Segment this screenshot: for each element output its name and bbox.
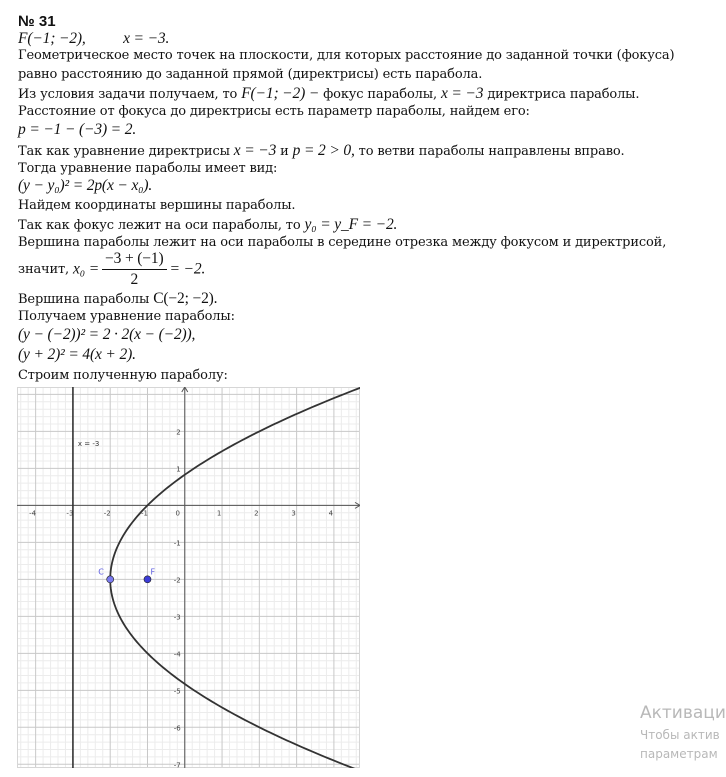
final-equation bbox=[18, 346, 136, 364]
x-tick-label: 4 bbox=[328, 509, 334, 518]
y0-formula: y₀ = y_F = −2. bbox=[304, 216, 398, 233]
text-line-3-a: Из условия задачи получаем, то bbox=[18, 87, 242, 102]
point-f bbox=[144, 576, 151, 583]
activation-watermark-line-3: параметрам bbox=[640, 747, 718, 761]
text-line-6-b: и bbox=[276, 144, 293, 159]
tick-labels bbox=[29, 428, 334, 768]
fraction-numerator: −3 + (−1) bbox=[102, 250, 166, 270]
y-tick-label: -6 bbox=[173, 724, 181, 733]
parameter-formula-text: p = −1 − (−3) = 2. bbox=[18, 121, 137, 138]
x0-formula-left: x₀ = bbox=[73, 260, 100, 278]
x-tick-label: 2 bbox=[254, 509, 259, 518]
parabola-graph bbox=[17, 387, 360, 768]
points bbox=[98, 567, 155, 583]
curves bbox=[73, 387, 360, 768]
text-line-9: Найдем координаты вершины параболы. bbox=[18, 198, 296, 213]
y-tick-label: -1 bbox=[173, 539, 181, 548]
y-tick-label: -3 bbox=[173, 613, 181, 622]
text-line-6-c: то ветви параболы направлены вправо. bbox=[354, 144, 625, 159]
x-tick-label: 1 bbox=[216, 509, 222, 518]
y-tick-label: 1 bbox=[176, 465, 181, 474]
text-line-3-c: директриса параболы. bbox=[483, 87, 640, 102]
grid-minor bbox=[17, 387, 360, 768]
p-positive-formula: p = 2 > 0, bbox=[292, 142, 355, 159]
text-line-10-a: Так как фокус лежит на оси параболы, то bbox=[18, 218, 305, 233]
x0-fraction bbox=[102, 250, 166, 289]
text-line-4: Расстояние от фокуса до директрисы есть параметр параболы, найдем его: bbox=[18, 104, 530, 119]
text-line-14: Получаем уравнение параболы: bbox=[18, 309, 235, 324]
grid-major bbox=[17, 387, 360, 768]
general-equation bbox=[18, 177, 152, 195]
point-label-c: C bbox=[98, 567, 104, 577]
y-tick-label: -2 bbox=[173, 576, 181, 585]
vertex-formula: C(−2; −2). bbox=[153, 290, 218, 307]
parameter-formula bbox=[18, 121, 136, 139]
axes bbox=[17, 387, 360, 768]
text-line-12 bbox=[18, 250, 205, 289]
text-line-13-a: Вершина параболы bbox=[18, 292, 154, 307]
fraction-denominator: 2 bbox=[130, 271, 139, 288]
text-line-6 bbox=[18, 142, 625, 160]
text-line-17: Строим полученную параболу: bbox=[18, 368, 228, 383]
text-line-11: Вершина параболы лежит на оси параболы в середине отрезка между фокусом и директрисой, bbox=[18, 235, 667, 250]
final-equation-text: (y + 2)² = 4(x + 2). bbox=[18, 346, 136, 363]
point-c bbox=[107, 576, 114, 583]
substituted-equation-text: (y − (−2))² = 2 · 2(x − (−2)), bbox=[18, 326, 196, 343]
focus-formula: F(−1; −2) − bbox=[241, 85, 320, 102]
general-equation-text: (y − y₀)² = 2p(x − x₀). bbox=[18, 177, 153, 194]
directrix-formula-2: x = −3 bbox=[233, 142, 277, 159]
graph-border bbox=[18, 388, 360, 768]
text-line-7: Тогда уравнение параболы имеет вид: bbox=[18, 161, 278, 176]
directrix-formula: x = −3 bbox=[440, 85, 484, 102]
x-tick-label: 0 bbox=[175, 509, 181, 518]
substituted-equation bbox=[18, 326, 195, 344]
activation-watermark-title: Активаци bbox=[640, 703, 726, 723]
problem-number: № 31 bbox=[18, 13, 56, 30]
text-line-3-b: фокус параболы, bbox=[319, 87, 441, 102]
y-tick-label: -4 bbox=[173, 650, 181, 659]
given-line bbox=[18, 30, 169, 48]
text-line-6-a: Так как уравнение директрисы bbox=[18, 144, 234, 159]
text-line-2: равно расстоянию до заданной прямой (директрисы) есть парабола. bbox=[18, 67, 483, 82]
text-line-3 bbox=[18, 85, 639, 103]
activation-watermark-line-2: Чтобы актив bbox=[640, 728, 720, 742]
x-tick-label: 3 bbox=[291, 509, 296, 518]
x0-formula-right: = −2. bbox=[169, 260, 206, 278]
directrix-label: x = -3 bbox=[77, 440, 100, 449]
y-tick-label: -7 bbox=[173, 761, 181, 768]
text-line-12-a: значит, bbox=[18, 262, 74, 277]
y-tick-label: 2 bbox=[176, 428, 181, 437]
text-line-10 bbox=[18, 216, 397, 234]
x-tick-label: -4 bbox=[29, 509, 37, 518]
text-line-13 bbox=[18, 290, 217, 308]
x-tick-label: -3 bbox=[66, 509, 74, 518]
x-tick-label: -1 bbox=[140, 509, 148, 518]
point-label-f: F bbox=[150, 567, 156, 577]
text-line-1: Геометрическое место точек на плоскости, для которых расстояние до заданной точки (фокуса) bbox=[18, 48, 675, 63]
given-directrix: x = −3. bbox=[123, 30, 170, 47]
y-tick-label: -5 bbox=[173, 687, 181, 696]
given-focus: F(−1; −2), bbox=[18, 30, 86, 47]
x-tick-label: -2 bbox=[103, 509, 111, 518]
